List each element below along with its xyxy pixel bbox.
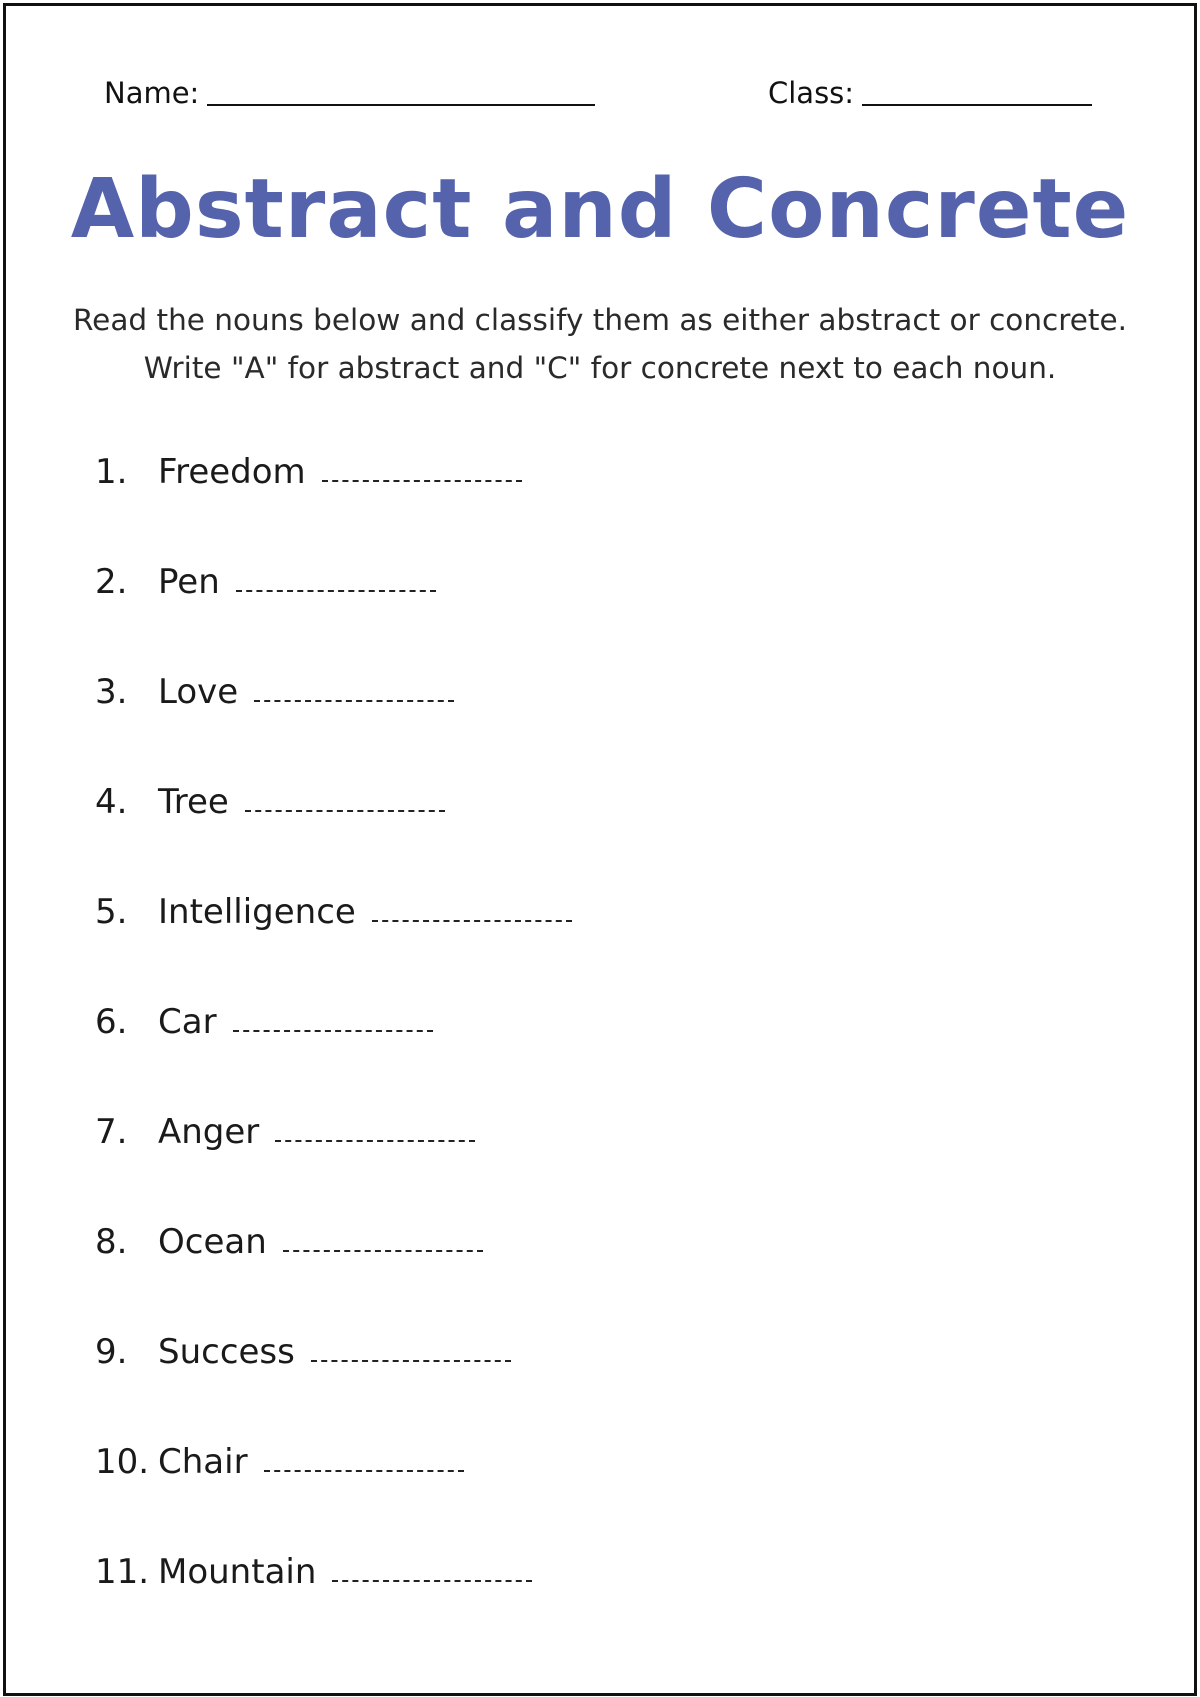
header-fields [0,76,1200,116]
instructions-line-2: Write "A" for abstract and "C" for concrete next to each noun. [143,351,1057,385]
noun-word: Anger [158,1112,260,1152]
answer-blank[interactable] [233,1002,433,1032]
answer-blank[interactable] [245,782,445,812]
noun-word: Car [158,1002,217,1042]
list-item [95,1002,572,1112]
item-number: 4. [95,782,128,822]
list-item [95,1552,572,1662]
name-blank-line[interactable] [207,103,595,106]
class-field [768,76,1092,110]
answer-blank[interactable] [372,892,572,922]
item-number: 7. [95,1112,128,1152]
list-item [95,1442,572,1552]
noun-word: Freedom [158,452,306,492]
answer-blank[interactable] [254,672,454,702]
list-item [95,1332,572,1442]
noun-word: Ocean [158,1222,267,1262]
item-number: 8. [95,1222,128,1262]
answer-blank[interactable] [311,1332,511,1362]
item-number: 3. [95,672,128,712]
noun-word: Success [158,1332,295,1372]
noun-word: Pen [158,562,220,602]
list-item [95,452,572,562]
item-number: 5. [95,892,128,932]
answer-blank[interactable] [322,452,522,482]
class-label: Class: [768,76,855,110]
list-item [95,1222,572,1332]
class-blank-line[interactable] [862,103,1092,106]
answer-blank[interactable] [332,1552,532,1582]
list-item [95,1112,572,1222]
noun-word: Tree [158,782,229,822]
name-label: Name: [104,76,200,110]
answer-blank[interactable] [275,1112,475,1142]
noun-word: Intelligence [158,892,356,932]
noun-word: Love [158,672,239,712]
item-number: 2. [95,562,128,602]
list-item [95,782,572,892]
list-item [95,562,572,672]
noun-word: Mountain [158,1552,317,1592]
list-item [95,892,572,1002]
list-item [95,672,572,782]
noun-word: Chair [158,1442,248,1482]
noun-list [95,452,572,1662]
answer-blank[interactable] [236,562,436,592]
instructions [0,296,1200,392]
item-number: 10. [95,1442,150,1482]
item-number: 11. [95,1552,150,1592]
item-number: 9. [95,1332,128,1372]
item-number: 6. [95,1002,128,1042]
answer-blank[interactable] [264,1442,464,1472]
instructions-line-1: Read the nouns below and classify them as either abstract or concrete. [73,303,1127,337]
name-field [104,76,595,110]
worksheet-title: Abstract and Concrete [70,162,1130,257]
answer-blank[interactable] [283,1222,483,1252]
item-number: 1. [95,452,128,492]
